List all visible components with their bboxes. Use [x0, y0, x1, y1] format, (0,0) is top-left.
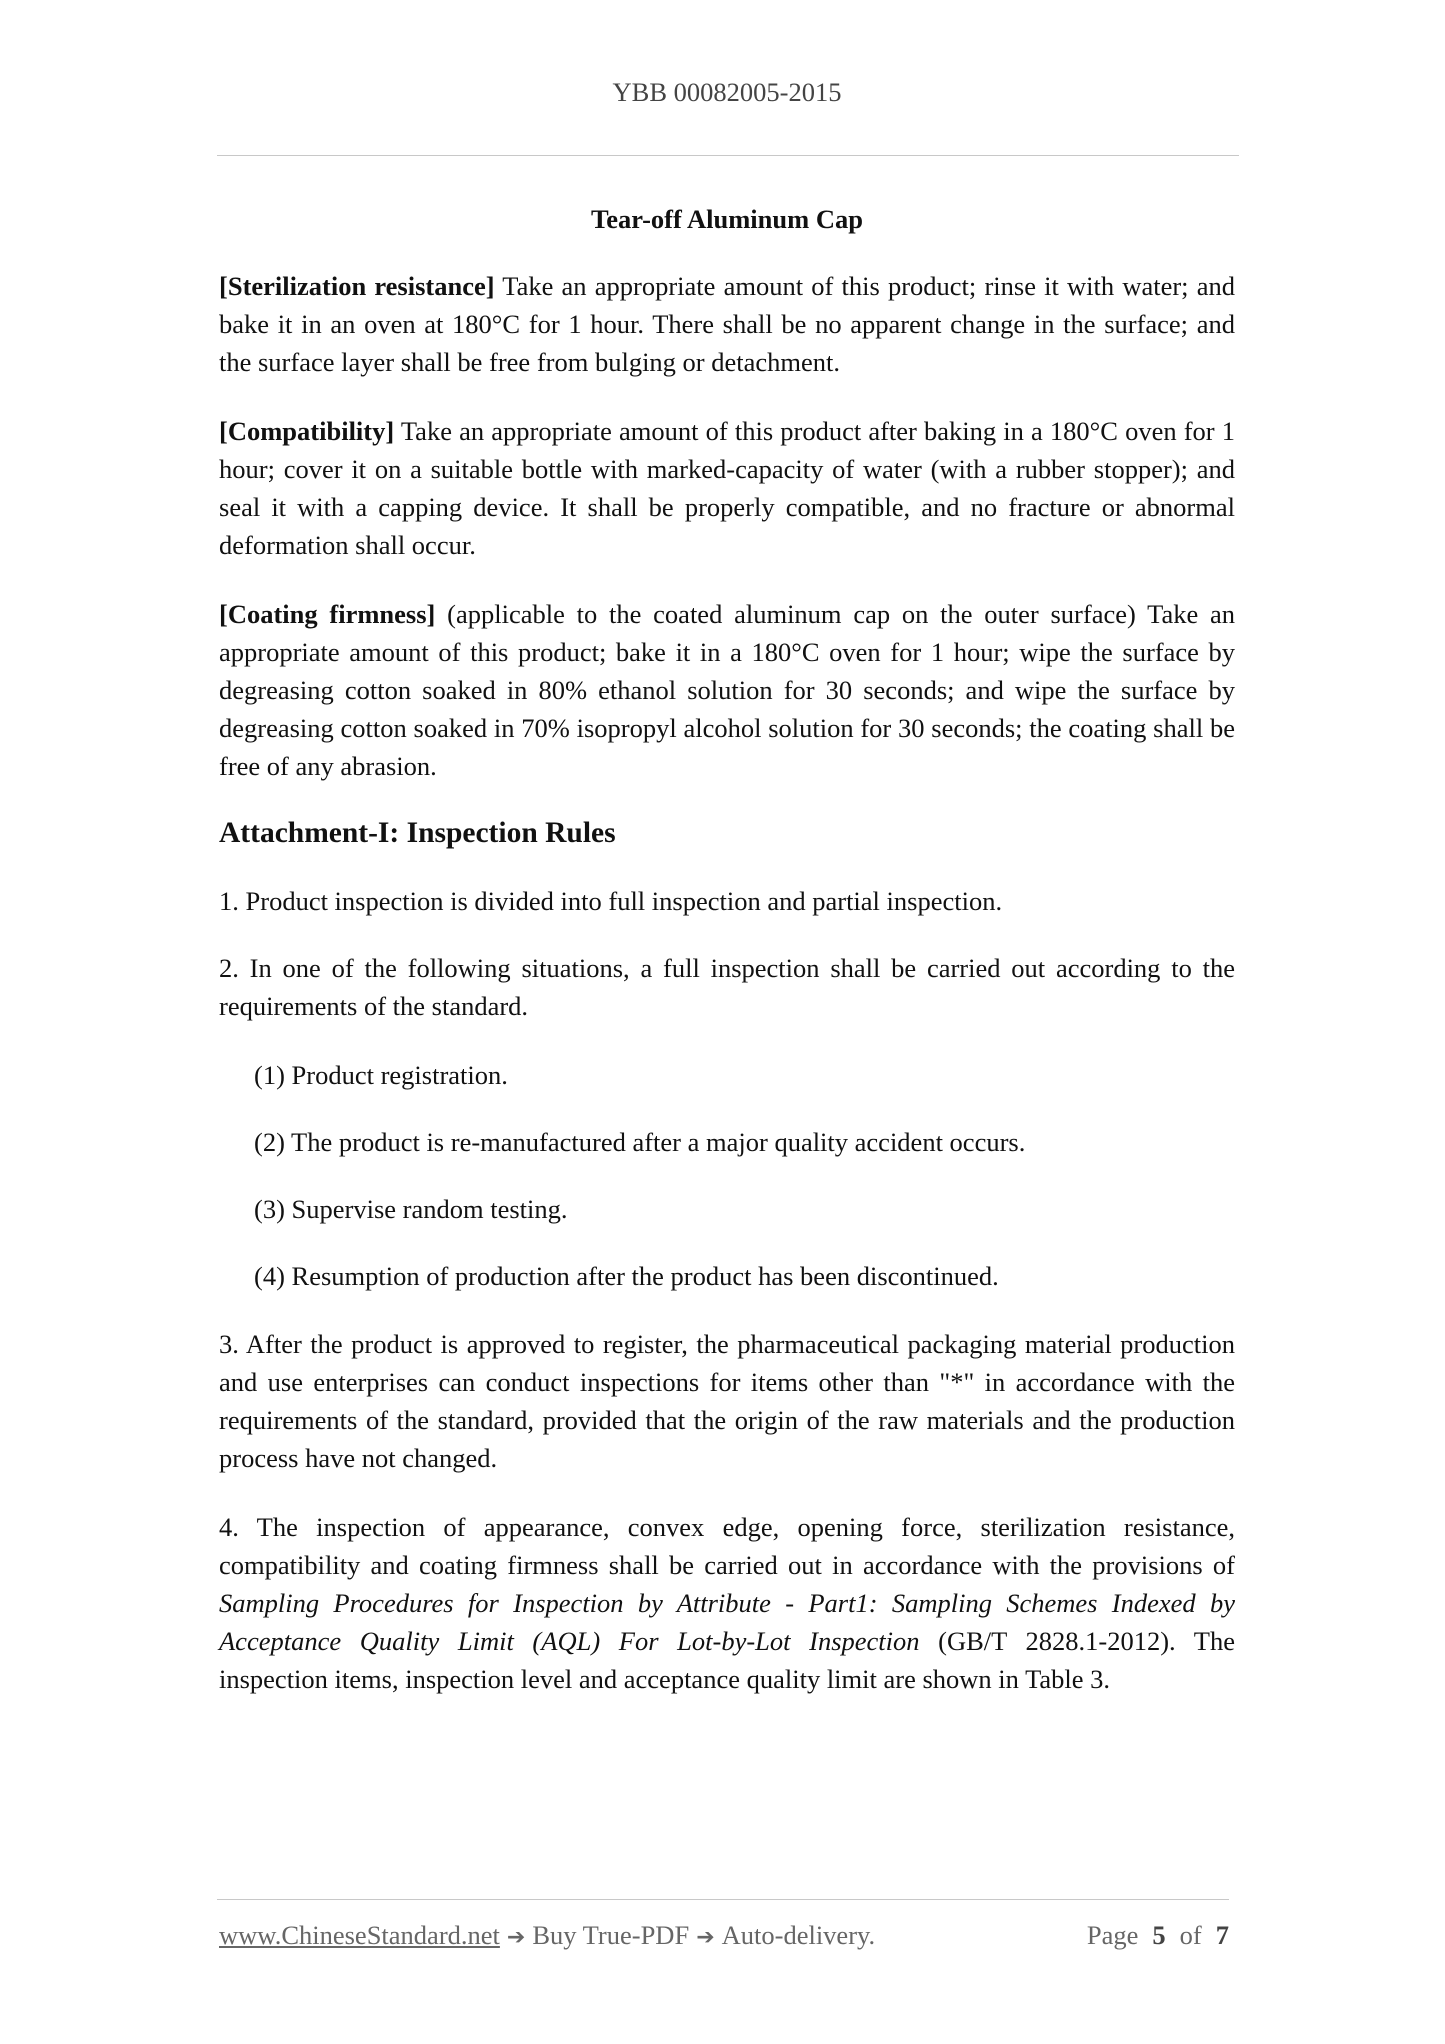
arrow-right-icon: ➔ — [506, 1925, 526, 1950]
footer-divider — [217, 1899, 1229, 1900]
page-label: Page — [1086, 1920, 1139, 1950]
situation-item: (3) Supervise random testing. — [254, 1194, 568, 1224]
rule-3: 3. After the product is approved to register, the pharmaceutical packaging material production and use enterprises can conduct inspections for items other than "*" in accordance with the requirements of the standard, provided that the origin of the raw materials and the production process have not changed. — [219, 1329, 1235, 1473]
rule-2: 2. In one of the following situations, a full inspection shall be carried out according to the requirements of the standard. — [219, 953, 1235, 1021]
situation-item: (1) Product registration. — [254, 1060, 508, 1090]
rule-4 — [219, 1508, 1235, 1698]
section-title: Tear-off Aluminum Cap — [591, 204, 863, 234]
rule-4-text-end: (GB/T 2828.1-2012). The inspection items, inspection level and acceptance quality limit are shown in Table 3. — [219, 1626, 1235, 1694]
page-footer — [219, 1916, 1229, 1954]
page-total: 7 — [1215, 1920, 1229, 1950]
sterilization-resistance-paragraph — [219, 267, 1235, 381]
page-of: of — [1179, 1920, 1202, 1950]
page-current: 5 — [1152, 1920, 1166, 1950]
attachment-heading: Attachment-I: Inspection Rules — [219, 817, 616, 849]
standard-title: Sampling Procedures for Inspection by Attribute - Part1: Sampling Schemes Indexed by Acceptance Quality Limit (AQL) For Lot-by-Lot Inspection — [219, 1588, 1235, 1656]
paragraph-label: [Sterilization resistance] — [219, 271, 495, 301]
arrow-right-icon: ➔ — [696, 1925, 715, 1950]
document-number: YBB 00082005-2015 — [612, 77, 842, 107]
site-link[interactable]: www.ChineseStandard.net — [219, 1920, 500, 1950]
paragraph-text: Take an appropriate amount of this product; rinse it with water; and bake it in an oven at 180°C for 1 hour. There shall be no apparent change in the surface; and the surface layer shall be free from bulging or detachment. — [219, 271, 1235, 377]
delivery-text: Auto-delivery. — [721, 1920, 876, 1950]
situation-item: (4) Resumption of production after the product has been discontinued. — [254, 1261, 999, 1291]
situation-item: (2) The product is re-manufactured after a major quality accident occurs. — [254, 1127, 1026, 1157]
compatibility-paragraph — [219, 412, 1235, 564]
paragraph-text: (applicable to the coated aluminum cap on the outer surface) Take an appropriate amount of this product; bake it in a 180°C oven for 1 hour; wipe the surface by degreasing cotton soaked in 80% ethanol solution for 30 seconds; and wipe the surface by degreasing cotton soaked in 70% isopropyl alcohol solution for 30 seconds; the coating shall be free of any abrasion. — [219, 599, 1235, 781]
rule-1: 1. Product inspection is divided into full inspection and partial inspection. — [219, 886, 1003, 916]
header-divider — [217, 155, 1239, 156]
paragraph-text: Take an appropriate amount of this product after baking in a 180°C oven for 1 hour; cover it on a suitable bottle with marked-capacity of water (with a rubber stopper); and seal it with a capping device. It shall be properly compatible, and no fracture or abnormal deformation shall occur. — [219, 416, 1235, 560]
coating-firmness-paragraph — [219, 595, 1235, 785]
buy-text: Buy True-PDF — [532, 1920, 690, 1950]
footer-links — [219, 1916, 875, 1954]
page-indicator — [1087, 1916, 1229, 1954]
paragraph-label: [Coating firmness] — [219, 599, 436, 629]
rule-4-text: 4. The inspection of appearance, convex edge, opening force, sterilization resistance, compatibility and coating firmness shall be carried out in accordance with the provisions of — [219, 1512, 1235, 1580]
paragraph-label: [Compatibility] — [219, 416, 395, 446]
